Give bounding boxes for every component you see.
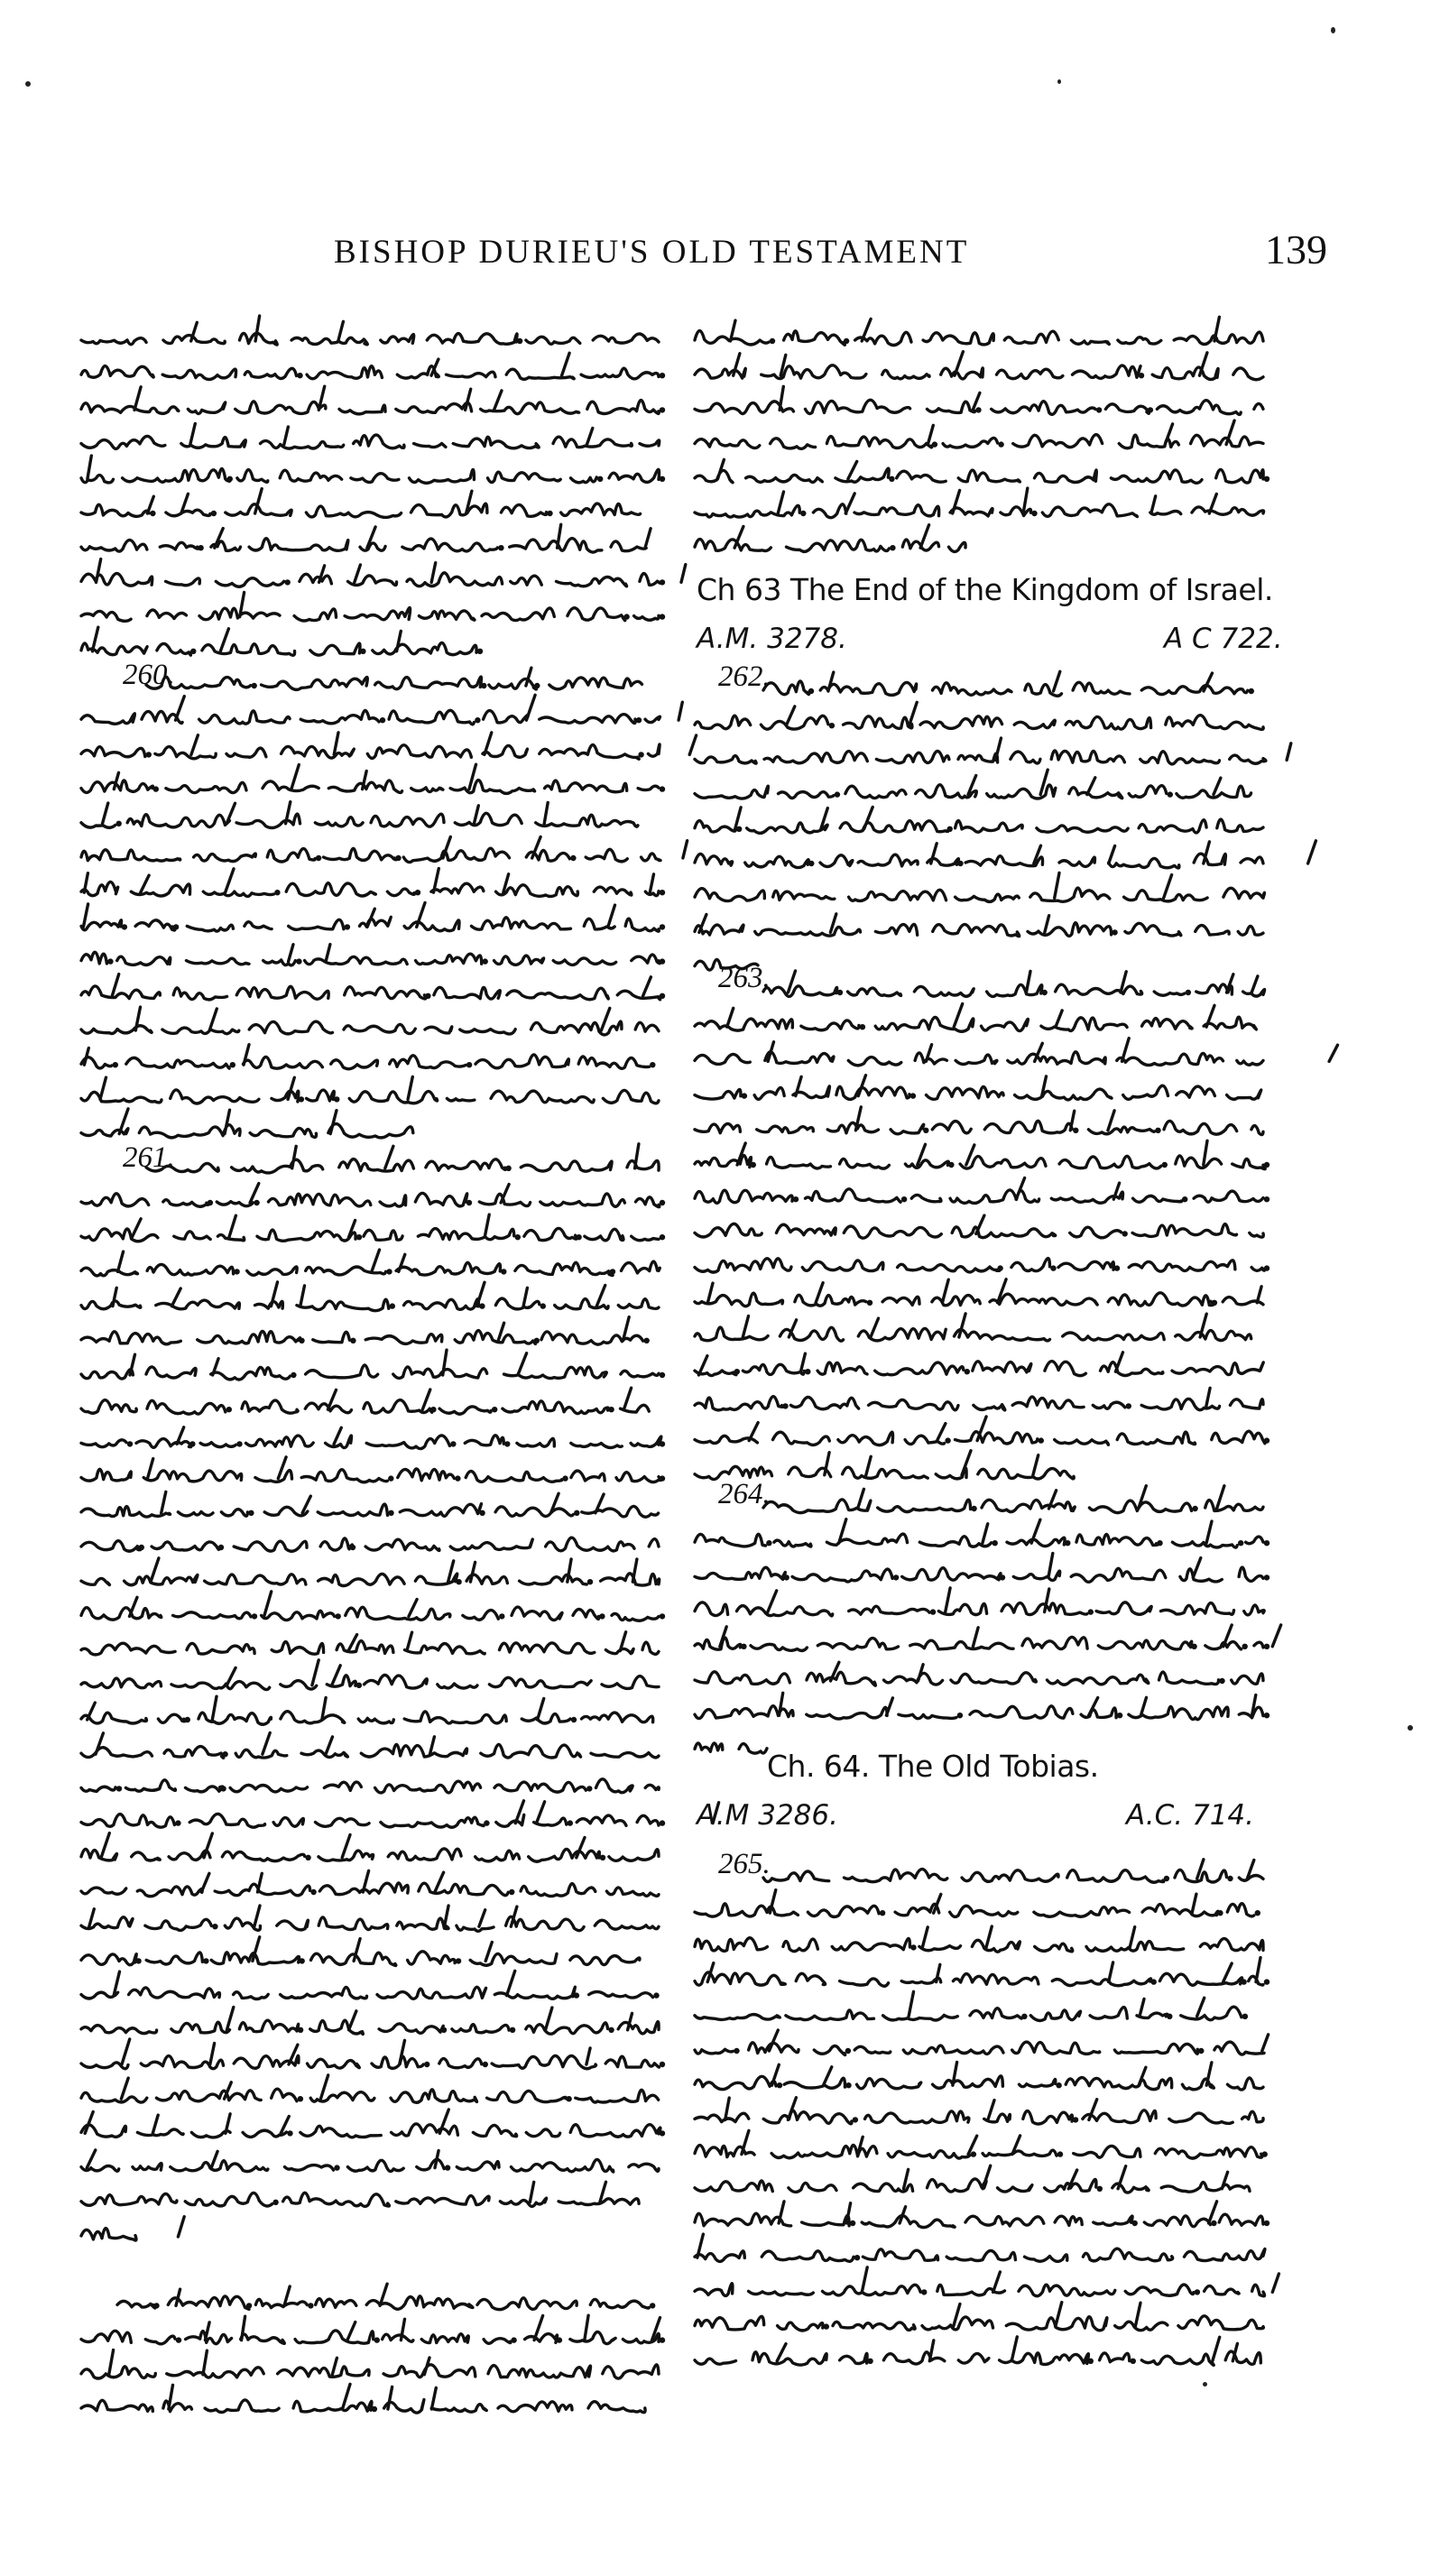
chapter-63-ac-date: A C 722. [1164,623,1283,655]
chapter-64-heading: Ch. 64. The Old Tobias. [767,1749,1099,1784]
page-number: 139 [1265,226,1327,272]
chapter-63-heading: Ch 63 The End of the Kingdom of Israel. [697,572,1273,607]
paragraph-number-265: 265. [718,1848,771,1880]
speck [1331,27,1335,33]
chapter-63-am-date: A.M. 3278. [697,623,847,655]
paragraph-number-260: 260. [123,659,175,691]
speck [1057,79,1061,84]
paragraph-number-264: 264. [718,1478,771,1510]
speck [25,81,31,87]
chapter-64-ac-date: A.C. 714. [1126,1799,1255,1832]
paragraph-number-261: 261. [123,1141,175,1174]
shorthand-text-left [81,325,677,2382]
chapter-64-am-date: A.M 3286. [697,1799,838,1832]
paragraph-number-262: 262. [718,660,771,693]
paragraph-number-263: 263. [718,962,771,994]
speck [1203,2382,1207,2387]
speck [1408,1725,1413,1731]
running-header-title: BISHOP DURIEU'S OLD TESTAMENT [334,234,970,271]
